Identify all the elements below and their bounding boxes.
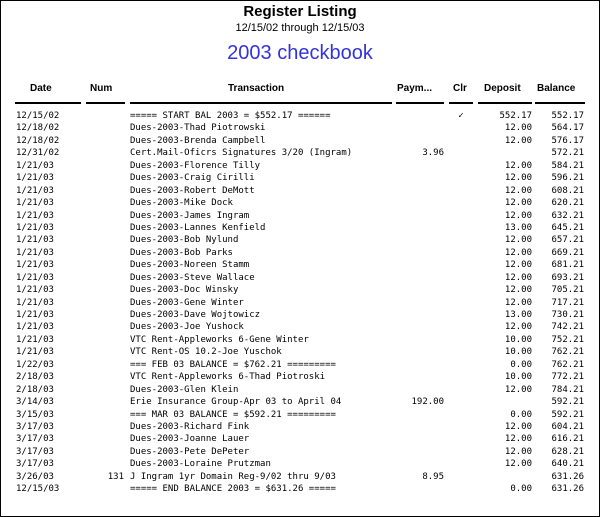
table-row <box>0 272 600 284</box>
cell-transaction: Dues-2003-Florence Tilly <box>130 160 261 171</box>
cell-balance: 616.21 <box>551 434 584 445</box>
cell-balance: 632.21 <box>551 210 584 221</box>
table-row <box>0 433 600 445</box>
cell-deposit: 12.00 <box>504 235 532 246</box>
cell-balance: 631.26 <box>551 484 584 495</box>
cell-transaction: ===== END BALANCE 2003 = $631.26 ===== <box>130 484 336 495</box>
cell-balance: 552.17 <box>551 111 584 121</box>
table-row <box>0 421 600 433</box>
cell-balance: 645.21 <box>551 222 584 233</box>
cell-deposit: 10.00 <box>504 372 532 383</box>
cell-deposit: 12.00 <box>504 459 532 470</box>
cell-balance: 705.21 <box>551 285 584 296</box>
table-row <box>0 110 600 122</box>
cell-date: 1/21/03 <box>16 185 54 196</box>
column-header-balance: Balance <box>537 83 576 94</box>
cell-transaction: Dues-2003-Thad Piotrowski <box>130 123 266 134</box>
cell-date: 3/17/03 <box>16 434 54 445</box>
cell-date: 3/17/03 <box>16 459 54 470</box>
table-row <box>0 284 600 296</box>
cell-transaction: Dues-2003-Doc Winsky <box>130 285 239 296</box>
cell-date: 1/21/03 <box>16 297 54 308</box>
cell-transaction: ===== START BAL 2003 = $552.17 ====== <box>130 111 331 121</box>
table-row <box>0 321 600 333</box>
cell-date: 12/18/02 <box>16 123 60 134</box>
cell-date: 1/22/03 <box>16 359 54 370</box>
cell-date: 1/21/03 <box>16 260 54 271</box>
cell-date: 1/21/03 <box>16 173 54 184</box>
report-title: Register Listing <box>243 3 357 20</box>
column-header-clr: Clr <box>453 83 467 94</box>
cell-balance: 640.21 <box>551 459 584 470</box>
table-row <box>0 247 600 259</box>
cell-deposit: 0.00 <box>510 484 532 495</box>
cell-balance: 592.21 <box>551 409 584 420</box>
cell-transaction: Cert.Mail-Oficrs Signatures 3/20 (Ingram) <box>130 148 353 159</box>
cell-deposit: 10.00 <box>504 347 532 358</box>
cell-balance: 628.21 <box>551 446 584 457</box>
cell-transaction: Dues-2003-Mike Dock <box>130 198 233 209</box>
cell-balance: 762.21 <box>551 347 584 358</box>
cell-transaction: === MAR 03 BALANCE = $592.21 ========= <box>130 409 336 420</box>
column-header-transaction: Transaction <box>228 83 285 94</box>
cell-balance: 596.21 <box>551 173 584 184</box>
cell-deposit: 13.00 <box>504 310 532 320</box>
cell-balance: 608.21 <box>551 185 584 196</box>
cell-transaction: Dues-2003-Bob Nylund <box>130 235 239 246</box>
cell-date: 1/21/03 <box>16 235 54 246</box>
cell-balance: 772.21 <box>551 372 584 383</box>
cell-balance: 681.21 <box>551 260 584 271</box>
cell-deposit: 12.00 <box>504 384 532 395</box>
header-divider <box>15 102 81 104</box>
cell-balance: 620.21 <box>551 198 584 209</box>
cell-transaction: Dues-2003-Craig Cirilli <box>130 173 255 184</box>
cell-deposit: 12.00 <box>504 185 532 196</box>
cell-deposit: 12.00 <box>504 247 532 258</box>
cell-date: 3/15/03 <box>16 409 54 420</box>
cell-balance: 657.21 <box>551 235 584 246</box>
cell-transaction: VTC Rent-OS 10.2-Joe Yuschok <box>130 347 282 358</box>
cell-clr: ✓ <box>458 111 464 121</box>
table-row <box>0 458 600 470</box>
table-row <box>0 359 600 371</box>
cell-transaction: Dues-2003-James Ingram <box>130 210 250 221</box>
cell-date: 1/21/03 <box>16 198 54 209</box>
cell-date: 12/31/02 <box>16 148 60 159</box>
cell-payment: 192.00 <box>411 397 444 408</box>
cell-transaction: Dues-2003-Joanne Lauer <box>130 434 250 445</box>
cell-deposit: 12.00 <box>504 297 532 308</box>
table-row <box>0 346 600 358</box>
cell-balance: 693.21 <box>551 272 584 283</box>
cell-deposit: 12.00 <box>504 260 532 271</box>
column-header-num: Num <box>90 83 113 94</box>
table-row <box>0 396 600 408</box>
table-row <box>0 222 600 234</box>
table-row <box>0 160 600 172</box>
table-row <box>0 185 600 197</box>
column-header-date: Date <box>30 83 52 94</box>
table-row <box>0 172 600 184</box>
table-row <box>0 309 600 321</box>
cell-deposit: 12.00 <box>504 434 532 445</box>
cell-transaction: Dues-2003-Loraine Prutzman <box>130 459 271 470</box>
cell-balance: 631.26 <box>551 471 584 482</box>
header-divider <box>449 102 473 104</box>
table-row <box>0 259 600 271</box>
cell-deposit: 13.00 <box>504 222 532 233</box>
report-date-range: 12/15/02 through 12/15/03 <box>235 22 365 34</box>
cell-balance: 784.21 <box>551 384 584 395</box>
table-row <box>0 122 600 134</box>
table-row <box>0 197 600 209</box>
cell-balance: 576.17 <box>551 135 584 146</box>
cell-date: 12/18/02 <box>16 135 60 146</box>
cell-balance: 592.21 <box>551 397 584 408</box>
cell-balance: 604.21 <box>551 421 584 432</box>
cell-deposit: 10.00 <box>504 334 532 345</box>
cell-balance: 742.21 <box>551 322 584 333</box>
cell-transaction: Dues-2003-Joe Yushock <box>130 322 244 333</box>
table-row <box>0 409 600 421</box>
header-divider <box>396 102 444 104</box>
cell-transaction: Dues-2003-Bob Parks <box>130 247 233 258</box>
cell-balance: 669.21 <box>551 247 584 258</box>
table-row <box>0 334 600 346</box>
cell-deposit: 12.00 <box>504 198 532 209</box>
cell-date: 1/21/03 <box>16 322 54 333</box>
cell-date: 12/15/02 <box>16 111 60 121</box>
cell-deposit: 12.00 <box>504 160 532 171</box>
cell-deposit: 552.17 <box>499 111 532 121</box>
header-divider <box>478 102 532 104</box>
cell-transaction: Dues-2003-Robert DeMott <box>130 185 255 196</box>
cell-date: 1/21/03 <box>16 160 54 171</box>
cell-transaction: Dues-2003-Lannes Kenfield <box>130 222 266 233</box>
cell-transaction: Dues-2003-Brenda Campbell <box>130 135 266 146</box>
cell-transaction: Dues-2003-Gene Winter <box>130 297 244 308</box>
cell-date: 1/21/03 <box>16 247 54 258</box>
cell-date: 1/21/03 <box>16 310 54 320</box>
table-row <box>0 446 600 458</box>
cell-deposit: 12.00 <box>504 210 532 221</box>
cell-transaction: Dues-2003-Steve Wallace <box>130 272 255 283</box>
cell-transaction: VTC Rent-Appleworks 6-Gene Winter <box>130 334 309 345</box>
table-row <box>0 384 600 396</box>
cell-transaction: Dues-2003-Dave Wojtowicz <box>130 310 261 320</box>
cell-date: 3/26/03 <box>16 471 54 482</box>
cell-date: 3/14/03 <box>16 397 54 408</box>
cell-deposit: 12.00 <box>504 272 532 283</box>
cell-transaction: Dues-2003-Glen Klein <box>130 384 239 395</box>
cell-transaction: VTC Rent-Appleworks 6-Thad Piotroski <box>130 372 326 383</box>
cell-date: 1/21/03 <box>16 347 54 358</box>
cell-transaction: Dues-2003-Pete DePeter <box>130 446 250 457</box>
table-row <box>0 371 600 383</box>
cell-deposit: 12.00 <box>504 421 532 432</box>
cell-balance: 584.21 <box>551 160 584 171</box>
cell-date: 1/21/03 <box>16 272 54 283</box>
cell-deposit: 12.00 <box>504 123 532 134</box>
table-row <box>0 135 600 147</box>
cell-date: 12/15/03 <box>16 484 60 495</box>
header-divider <box>130 102 392 104</box>
cell-balance: 762.21 <box>551 359 584 370</box>
cell-date: 1/21/03 <box>16 210 54 221</box>
report-subtitle: 2003 checkbook <box>227 42 373 64</box>
table-row <box>0 234 600 246</box>
cell-payment: 8.95 <box>422 471 444 482</box>
cell-transaction: Dues-2003-Noreen Stamm <box>130 260 250 271</box>
cell-balance: 572.21 <box>551 148 584 159</box>
cell-date: 2/18/03 <box>16 372 54 383</box>
table-row <box>0 147 600 159</box>
table-row <box>0 210 600 222</box>
cell-deposit: 0.00 <box>510 409 532 420</box>
column-header-payment: Paym... <box>397 83 433 94</box>
cell-transaction: J Ingram 1yr Domain Reg-9/02 thru 9/03 <box>130 471 336 482</box>
cell-balance: 564.17 <box>551 123 584 134</box>
cell-transaction: Dues-2003-Richard Fink <box>130 421 250 432</box>
cell-transaction: Erie Insurance Group-Apr 03 to April 04 <box>130 397 342 408</box>
cell-date: 1/21/03 <box>16 222 54 233</box>
cell-deposit: 12.00 <box>504 446 532 457</box>
cell-balance: 730.21 <box>551 310 584 320</box>
table-row <box>0 471 600 483</box>
cell-date: 1/21/03 <box>16 334 54 345</box>
cell-payment: 3.96 <box>422 148 444 159</box>
cell-deposit: 12.00 <box>504 173 532 184</box>
table-row <box>0 483 600 495</box>
header-divider <box>535 102 585 104</box>
cell-deposit: 12.00 <box>504 285 532 296</box>
cell-date: 3/17/03 <box>16 421 54 432</box>
cell-date: 3/17/03 <box>16 446 54 457</box>
cell-deposit: 12.00 <box>504 135 532 146</box>
cell-deposit: 12.00 <box>504 322 532 333</box>
cell-transaction: === FEB 03 BALANCE = $762.21 ========= <box>130 359 336 370</box>
column-header-deposit: Deposit <box>484 83 521 94</box>
cell-date: 2/18/03 <box>16 384 54 395</box>
table-row <box>0 297 600 309</box>
cell-num: 131 <box>107 471 124 482</box>
cell-balance: 717.21 <box>551 297 584 308</box>
header-divider <box>86 102 125 104</box>
cell-balance: 752.21 <box>551 334 584 345</box>
cell-date: 1/21/03 <box>16 285 54 296</box>
register-table <box>0 110 600 496</box>
cell-deposit: 0.00 <box>510 359 532 370</box>
